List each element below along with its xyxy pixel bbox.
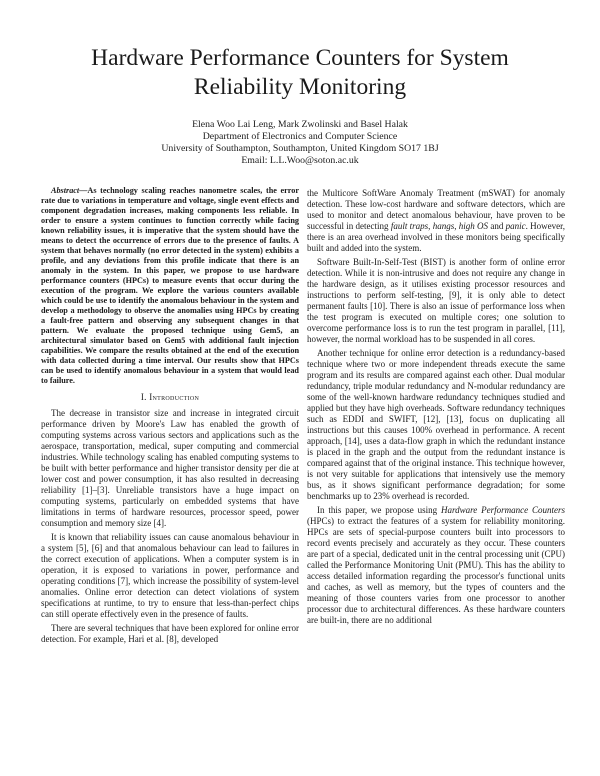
intro-paragraph-3: There are several techniques that have been explored for online error detection. For example, Hari et al. [8], developed <box>41 623 299 644</box>
department: Department of Electronics and Computer Science <box>202 131 398 142</box>
right-paragraph-bist: Software Built-In-Self-Test (BIST) is another form of online error detection. While it is non-intrusive and does not require any change in the hardware design, as it utilises existing processor resources and instructions to perform self-testing, [9], it is only able to detect permanent faults [10]. There is also an issue of performance loss when the test program is executed on multiple cores; one solution to overcome performance loss is to run the test program in parallel, [11], however, the normal workload has to be suspended in all cores. <box>307 257 565 344</box>
email: Email: L.L.Woo@soton.ac.uk <box>241 155 359 166</box>
right-paragraph-1 <box>307 188 565 254</box>
right-paragraph-redundancy: Another technique for online error detection is a redundancy-based technique where two or more independent threads execute the same program and its results are compared against each other. Dual modular redundancy, triple modular redundancy and N-modular redundancy are some of the well-known hardware redundancy techniques studied and applied but they have high overheads. Software redundancy techniques such as EDDI and SWIFT, [12], [13], focus on duplicating all instructions but this causes 100% overhead in performance. A recent approach, [14], uses a data-flow graph in which the redundant instance is placed in the graph and the output from the redundant instance is compared against that of the original instance. This technique however, is not very suitable for applications that intensively use the memory bus, as it shows significant performance degradation; for some benchmarks up to 23% overhead is recorded. <box>307 348 565 501</box>
emphasis-high-os: high OS <box>458 221 489 231</box>
author-names: Elena Woo Lai Leng, Mark Zwolinski and Basel Halak <box>192 119 408 130</box>
text-run: , <box>454 221 459 231</box>
author-block <box>60 119 540 167</box>
abstract-text: As technology scaling reaches nanometre scales, the error rate due to variations in temperature and voltage, single event effects and component degradation increases, making components less reliable. In order to ensure a system continues to function correctly while facing known reliability issues, it is imperative that the system should have the means to detect the occurrence of errors due to the presence of faults. A system that behaves normally (no error detected in the system) exhibits a profile, and any deviations from this profile indicate that there is an anomaly in the system. In this paper, we propose to use hardware performance counters (HPCs) to measure events that occur during the execution of the program. We explore the various counters available which could be use to identify the anomalous behaviour in the system and develop a methodology to observe the anomalies using HPCs by creating a fault-free pattern and observing any subsequent changes in that pattern. We evaluate the proposed technique using Gem5, an architectural simulator based on Gem5 with additional fault injection capabilities. We compare the results obtained at the end of the execution with data collected during a time interval. Our results show that HPCs can be used to identify anomalous behaviour in a system that would lead to failure. <box>41 186 299 385</box>
paper-title: Hardware Performance Counters for System Reliability Monitoring <box>91 45 509 100</box>
emphasis-hpc: Hardware Performance Counters <box>440 505 565 515</box>
text-run: . However, there is an area overhead involved in these monitors being specifically built and added into the system. <box>307 221 566 253</box>
intro-paragraph-2: It is known that reliability issues can cause anomalous behaviour in a system [5], [6] and that anomalous behaviour can lead to failures in the correct execution of applications. When a computer system is in operation, it is exposed to variations in power, performance and operating conditions [7], which increase the possibility of system-level anomalies. Online error detection can detect violations of system specifications at runtime, to try to ensure that less-than-perfect chips can still operate effectively even in the presence of faults. <box>41 532 299 619</box>
right-column <box>307 188 565 629</box>
text-run: (HPCs) to extract the features of a system for reliability monitoring. HPCs are sets of special-purpose counters built into processors to record events precisely and accurately as they occur. These counters are part of a special, dedicated unit in the central processing unit (CPU) called the Performance Monitoring Unit (PMU). This has the ability to access detailed information regarding the processor's functional units and caches, as well as memory, but the types of counters and the meaning of those counters varies from one processor to another processor due to architectural differences. As these hardware counters are built-in, there are no additional <box>307 516 565 625</box>
left-column <box>41 186 299 648</box>
text-run: and <box>488 221 506 231</box>
section-heading-introduction: I. Introduction <box>140 392 200 402</box>
emphasis-fault-traps: fault traps <box>390 221 429 231</box>
abstract <box>41 186 299 386</box>
intro-paragraph-1: The decrease in transistor size and increase in integrated circuit performance driven by Moore's Law has enabled the growth of computing systems across various sectors and applications such as the aerospace, transportation, medical, super computing and commercial industries. While technology scaling has enabled computing systems to be built with better performance and higher transistor density per die at lower cost and power consumption, it has also resulted in decreasing reliability [1]–[3]. Unreliable transistors have a huge impact on computing systems, particularly on embedded systems that have limitations in terms of hardware resources, processor speed, power consumption and memory size [4]. <box>41 408 299 528</box>
affiliation: University of Southampton, Southampton, United Kingdom SO17 1BJ <box>161 143 439 154</box>
text-run: , <box>428 221 433 231</box>
right-paragraph-proposal <box>307 505 565 626</box>
emphasis-panic: panic <box>505 221 526 231</box>
text-run: the Multicore SoftWare Anomaly Treatment (mSWAT) for anomaly detection. These low-cost hardware and software detectors, which are used to monitor and detect anomalous behaviour, have proven to be successful in detecting <box>307 188 565 231</box>
text-run: In this paper, we propose using <box>317 505 441 515</box>
abstract-label: Abstract— <box>51 186 88 195</box>
emphasis-hangs: hangs <box>432 221 455 231</box>
